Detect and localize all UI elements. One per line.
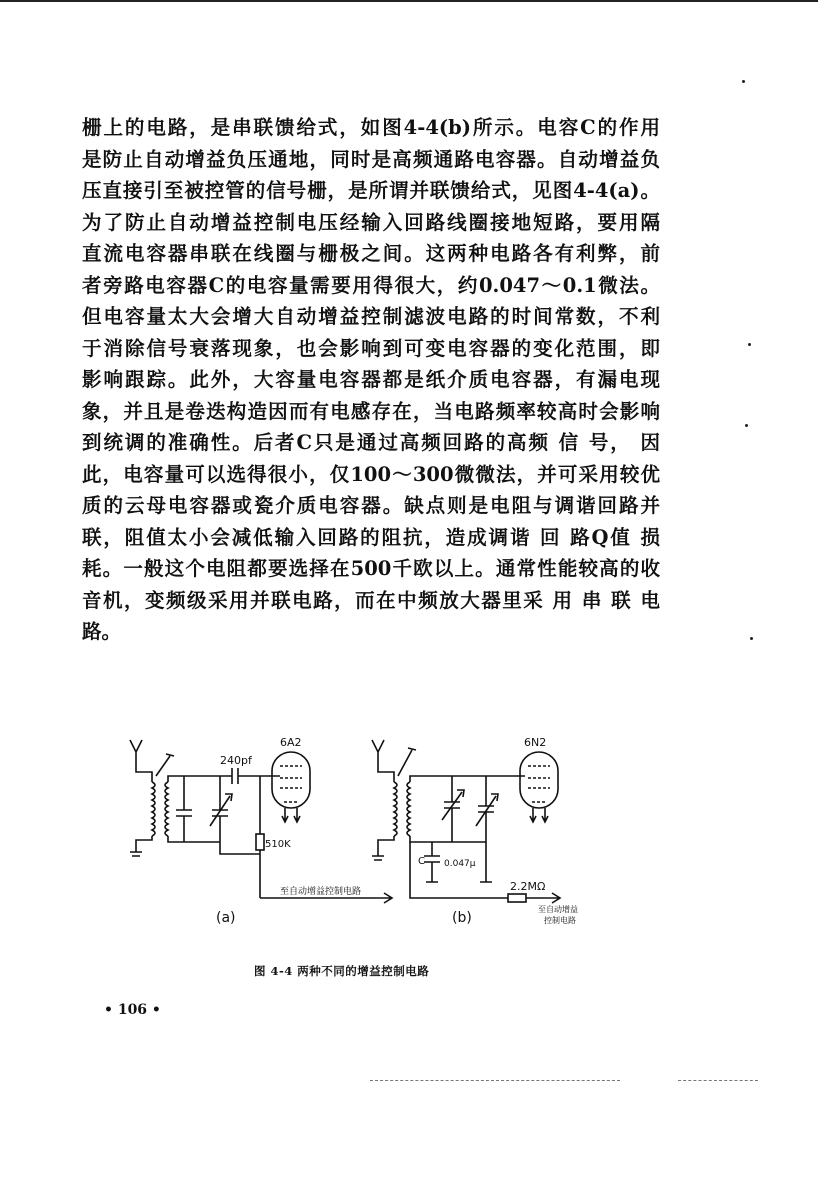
tube-label: 6A2 (280, 736, 302, 749)
cap-value-label: 0.047μ (444, 859, 476, 869)
scan-line (678, 1080, 758, 1082)
scan-line (370, 1080, 620, 1082)
tube-label: 6N2 (524, 736, 547, 749)
text-line: 是防止自动增益负压通地，同时是高频通路电容器。自动增益负 (82, 147, 660, 171)
text-line: 直流电容器串联在线圈与栅极之间。这两种电路各有利弊，前 (82, 242, 660, 265)
resistor-510k (256, 834, 264, 850)
trimmer-capacitor (176, 776, 192, 842)
text-line: 影响跟踪。此外，大容量电容器都是纸介质电容器，有漏电现 (82, 368, 660, 391)
secondary-coil (165, 782, 168, 836)
text-line: 耗。一般这个电阻都要选择在500千欧以上。通常性能较高的收 (82, 557, 660, 580)
secondary-coil (407, 782, 410, 836)
text-line: 此，电容量可以选得很小，仅100～300微微法，并可采用较优 (82, 462, 660, 486)
primary-coil (394, 782, 397, 836)
page-top-border (0, 0, 818, 2)
antenna-icon (372, 740, 384, 762)
primary-coil (152, 782, 155, 836)
resistor-label: 2.2MΩ (510, 880, 546, 893)
page-number: • 106 • (104, 1002, 161, 1018)
agc-arrow-b (526, 893, 560, 903)
panel-label-a: (a) (216, 910, 236, 926)
circuit-diagram (120, 730, 590, 935)
antenna-icon (130, 740, 142, 762)
text-line: 压直接引至被控管的信号栅，是所谓并联馈给式，见图4-4(a)。 (82, 179, 660, 202)
tube-6a2 (272, 752, 310, 808)
text-line: 者旁路电容器C的电容量需要用得很大，约0.047～0.1微法。 (82, 273, 660, 297)
cap-label: 240pf (220, 754, 252, 767)
body-paragraph (82, 112, 660, 648)
series-capacitor (220, 768, 280, 784)
cap-c-label: C (418, 856, 425, 867)
tube-6n2 (520, 752, 558, 808)
resistor-2-2m (508, 894, 526, 902)
bypass-capacitor-c (424, 842, 440, 882)
agc-label-line1: 至自动增益 (538, 905, 578, 914)
panel-label-b: (b) (452, 910, 472, 926)
circuit-figure (120, 730, 590, 935)
tuning-capacitor (444, 776, 460, 842)
scan-speck (745, 424, 748, 427)
scan-speck (742, 80, 745, 83)
tuning-capacitor (212, 776, 228, 842)
ground-icon (130, 836, 152, 856)
text-line: 象，并且是卷迭构造因而有电感存在，当电路频率较高时会影响 (82, 399, 660, 423)
scan-speck (750, 637, 753, 640)
circuit-b (372, 736, 578, 926)
text-line: 质的云母电容器或瓷介质电容器。缺点则是电阻与调谐回路并 (82, 494, 660, 517)
scan-speck (748, 343, 751, 346)
text-line: 但电容量太大会增大自动增益控制滤波电路的时间常数，不利 (82, 305, 660, 328)
text-line: 为了防止自动增益控制电压经输入回路线圈接地短路，要用隔 (82, 210, 660, 234)
text-line: 联，阻值太小会减低输入回路的阻抗，造成调谐 回 路Q值 损 (82, 525, 660, 549)
resistor-label: 510K (265, 839, 291, 850)
agc-label: 至自动增益控制电路 (280, 887, 362, 897)
text-line: 音机，变频级采用并联电路，而在中频放大器里采 用 串 联 电 (82, 588, 660, 612)
text-line: 到统调的准确性。后者C只是通过高频回路的高频 信 号， 因 (82, 431, 660, 454)
text-line: 栅上的电路，是串联馈给式，如图4-4(b)所示。电容C的作用 (82, 116, 660, 139)
trimmer-capacitor (478, 776, 494, 842)
agc-label-line2: 控制电路 (544, 916, 576, 925)
text-line: 于消除信号衰落现象，也会影响到可变电容器的变化范围，即 (82, 336, 660, 360)
figure-caption: 图 4-4 两种不同的增益控制电路 (254, 964, 430, 978)
ground-icon (372, 836, 394, 860)
text-line: 路。 (82, 620, 122, 643)
circuit-a (130, 736, 392, 926)
